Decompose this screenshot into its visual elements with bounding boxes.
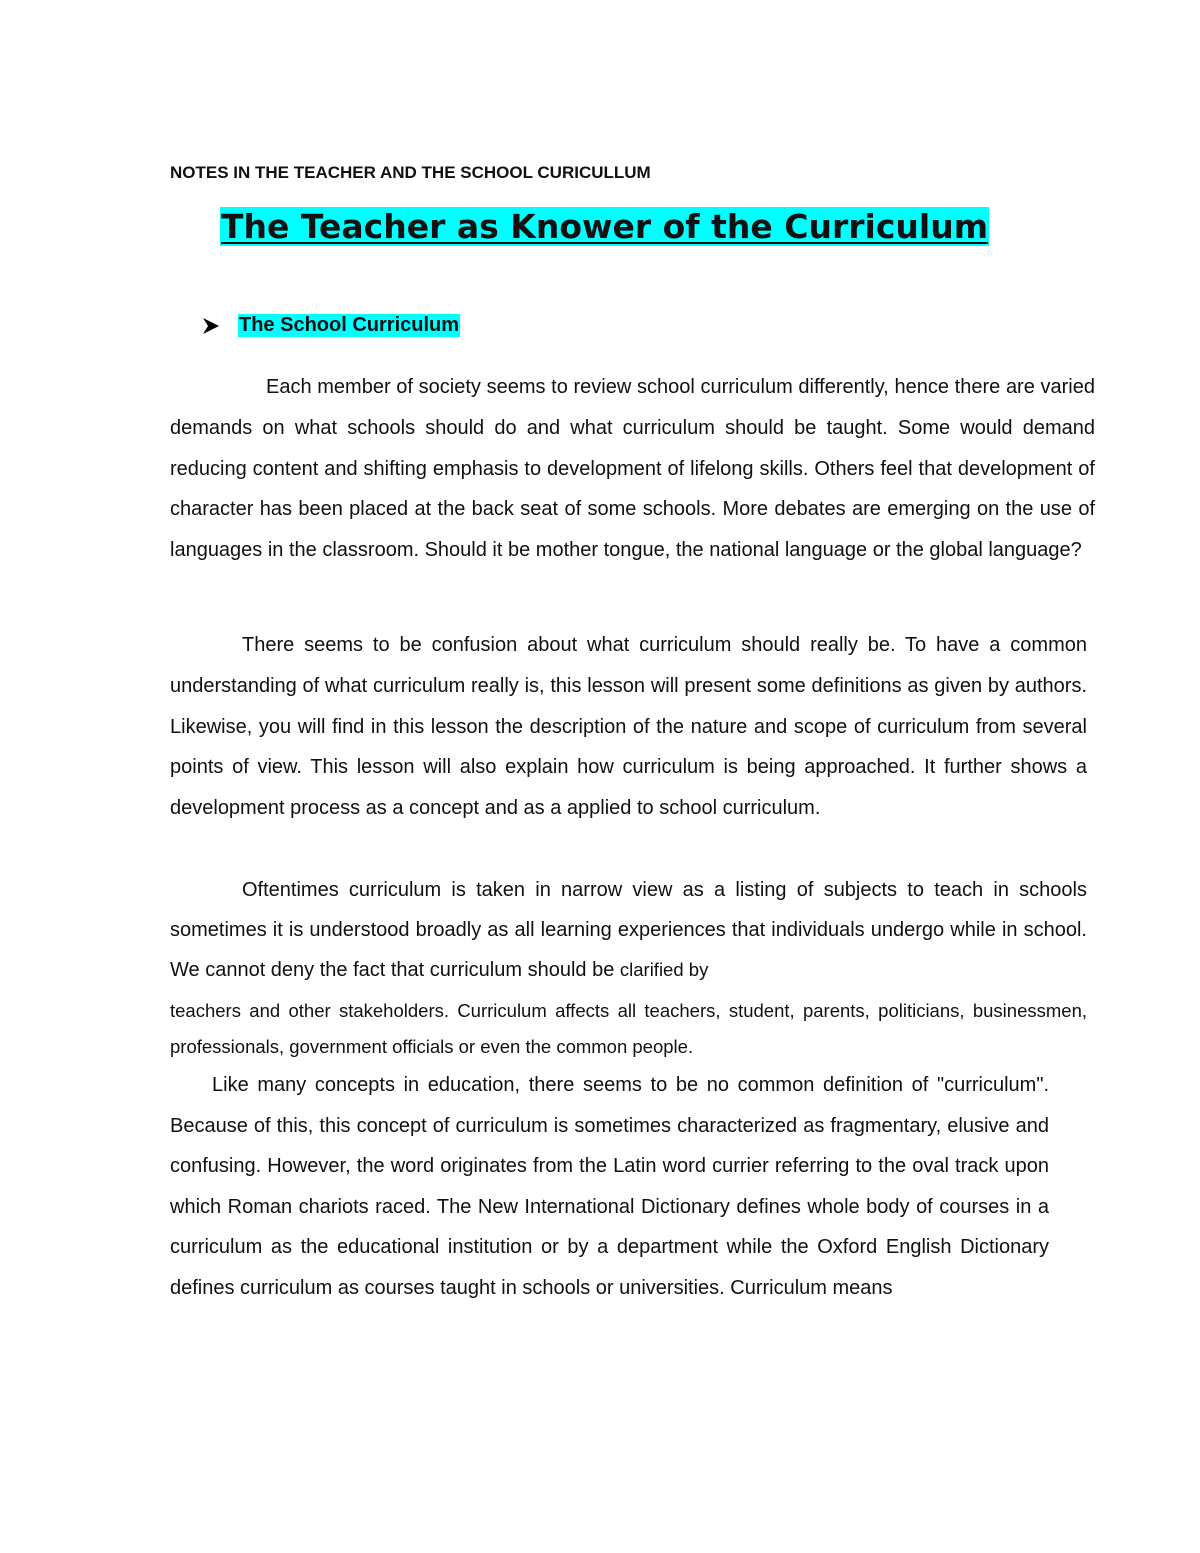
notes-header: NOTES IN THE TEACHER AND THE SCHOOL CURICULLUM — [170, 163, 651, 182]
paragraph-3-part-1 — [170, 870, 1087, 990]
arrow-bullet-icon — [200, 315, 222, 337]
paragraph-3-small-text: clarified by — [619, 959, 709, 980]
section-title: The School Curriculum — [239, 314, 460, 336]
paragraph-3-text: Oftentimes curriculum is taken in narrow view as a listing of subjects to teach in schools sometimes it is understood broadly as all learning experiences that individuals undergo while in school. We cannot deny the fact that curriculum should be — [170, 879, 1087, 981]
main-title — [220, 207, 989, 246]
paragraph-2: There seems to be confusion about what curriculum should really be. To have a common understanding of what curriculum really is, this lesson will present some definitions as given by authors. Likewise, you will find in this lesson the description of the nature and scope of curriculum from several points of view. This lesson will also explain how curriculum is being approached. It further shows a development process as a concept and as a applied to school curriculum. — [170, 634, 1087, 820]
section-heading — [200, 314, 460, 337]
paragraph-3-part-2: teachers and other stakeholders. Curriculum affects all teachers, student, parents, politicians, businessmen, professionals, government officials or even the common people. — [170, 1000, 1087, 1057]
paragraph-1: Each member of society seems to review school curriculum differently, hence there are varied demands on what schools should do and what curriculum should be taught. Some would demand reducing content and shifting emphasis to development of lifelong skills. Others feel that development of character has been placed at the back seat of some schools. More debates are emerging on the use of languages in the classroom. Should it be mother tongue, the national language or the global language? — [170, 376, 1095, 562]
paragraph-4: Like many concepts in education, there seems to be no common definition of "curriculum". Because of this, this concept of curriculum is sometimes characterized as fragmentary, elusive and confusing. However, the word originates from the Latin word currier referring to the oval track upon which Roman chariots raced. The New International Dictionary defines whole body of courses in a curriculum as the educational institution or by a department while the Oxford English Dictionary defines curriculum as courses taught in schools or universities. Curriculum means — [170, 1074, 1049, 1299]
main-title-text: The Teacher as Knower of the Curriculum — [221, 207, 989, 246]
